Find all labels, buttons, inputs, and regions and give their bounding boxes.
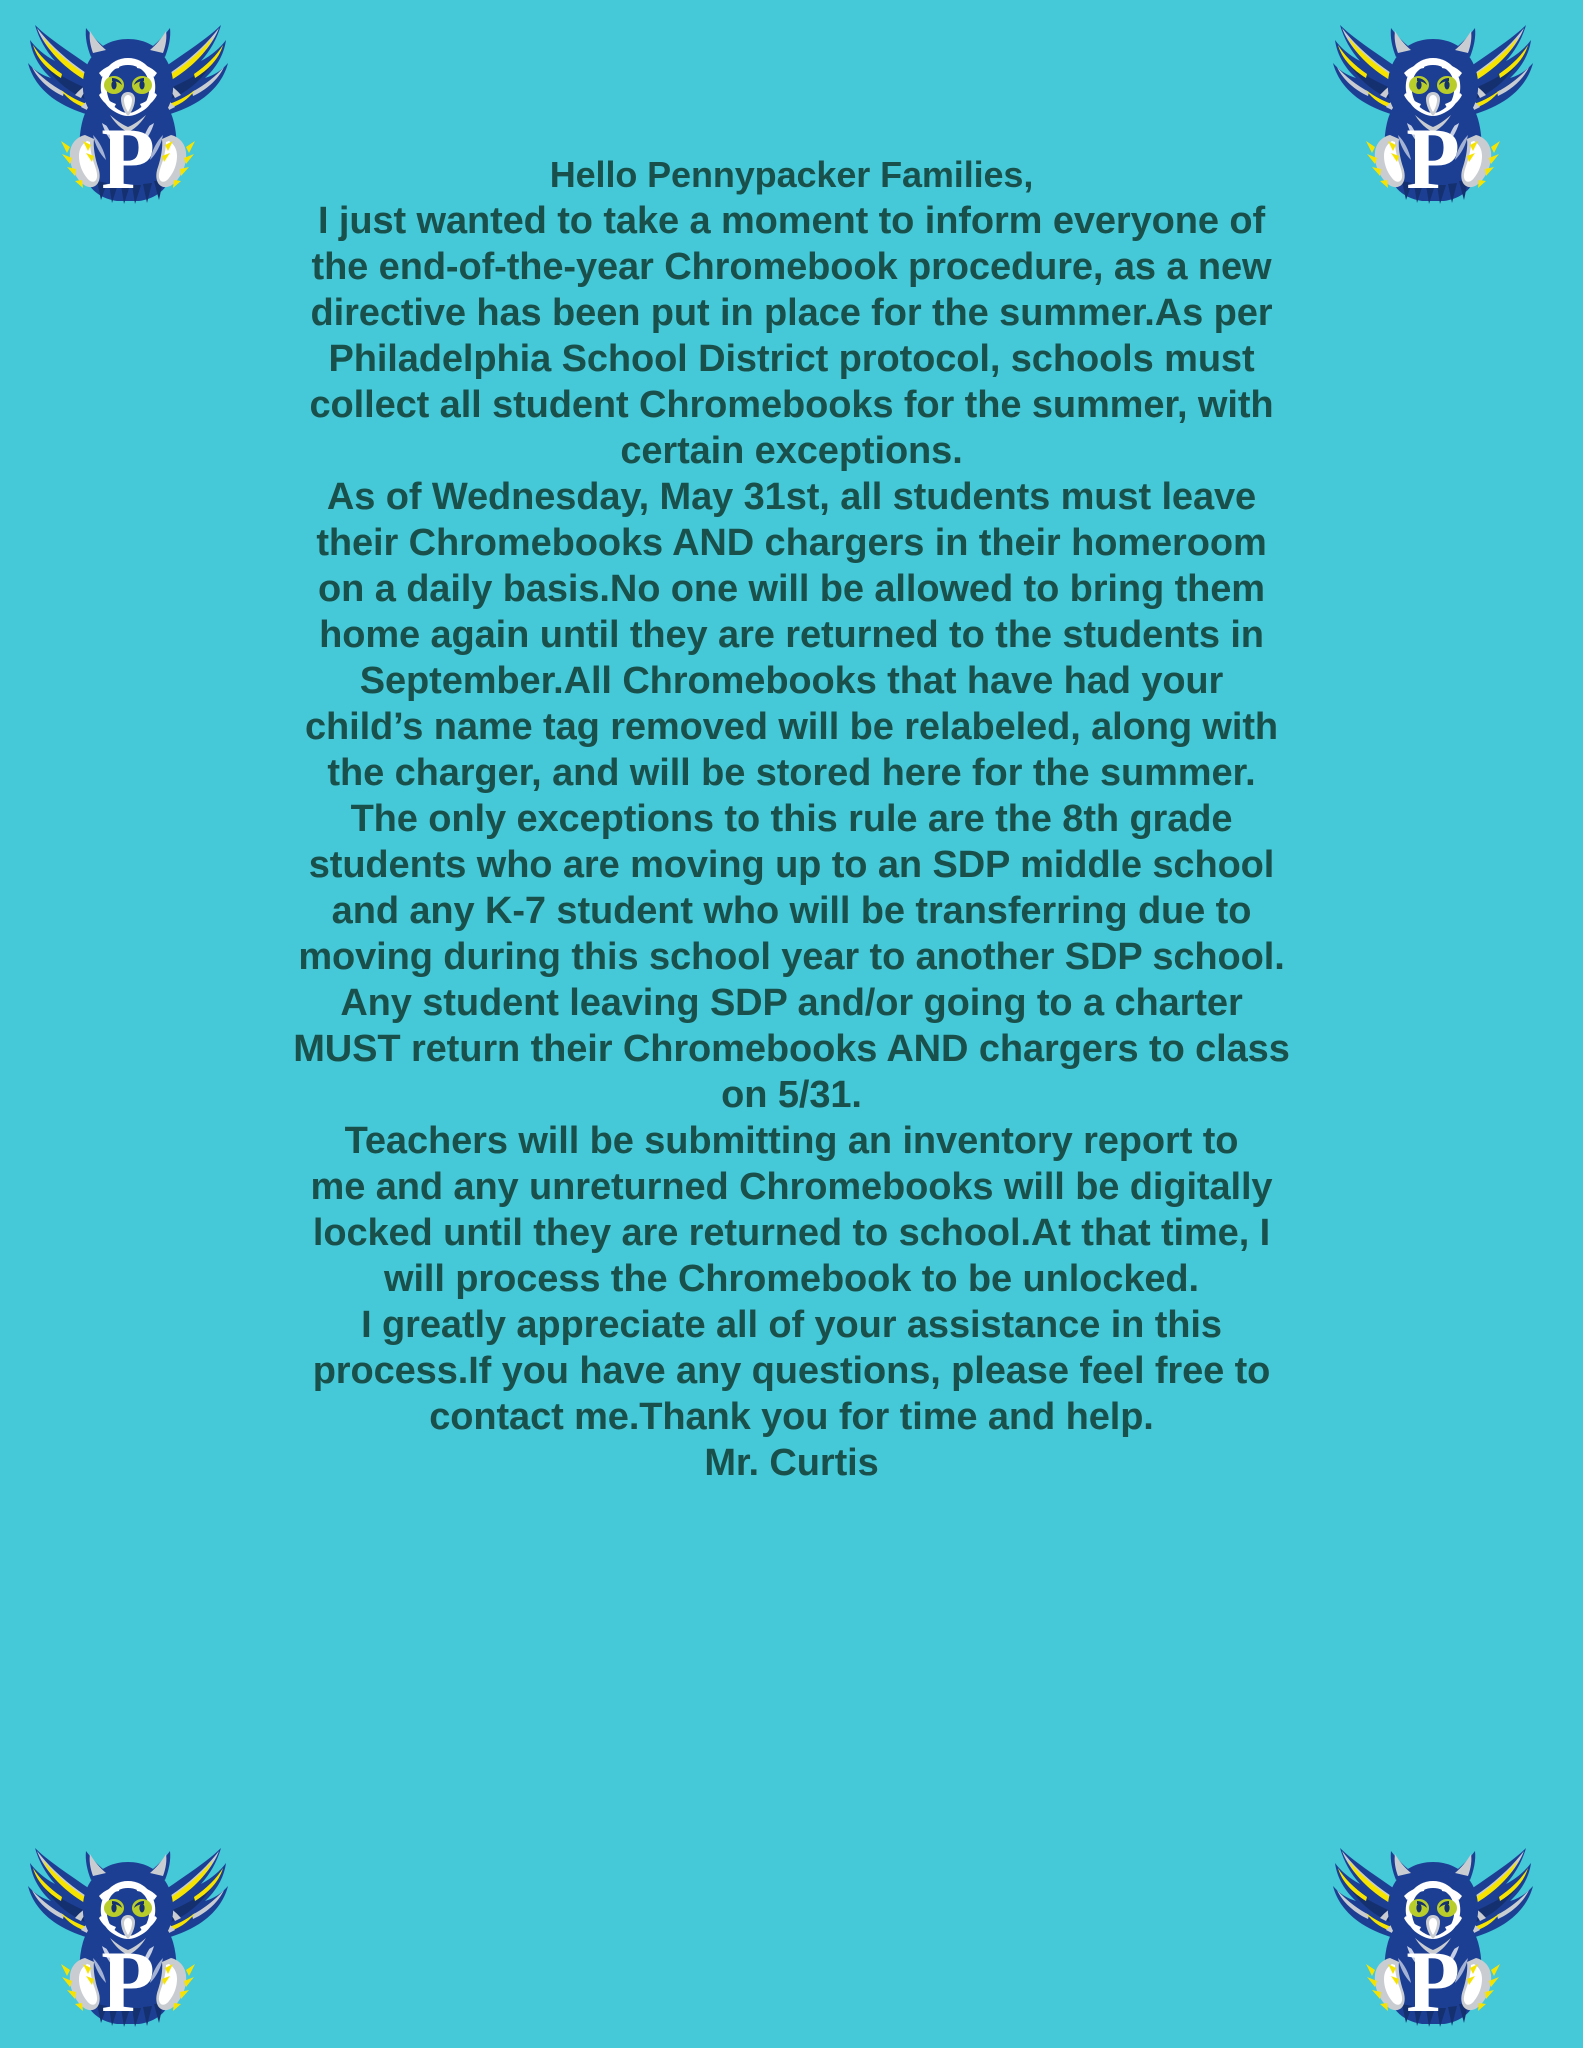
pennypacker-owl-logo-bottom-left [13, 1818, 243, 2048]
letter-line: Mr. Curtis [704, 1442, 879, 1484]
letter-line: I just wanted to take a moment to inform everyone of [317, 200, 1266, 242]
letter-line: on 5/31. [721, 1074, 862, 1116]
letter-line: and any K-7 student who will be transferring due to [331, 890, 1252, 932]
letter-line: As of Wednesday, May 31st, all students must leave [326, 476, 1257, 518]
letter-line: contact me.Thank you for time and help. [429, 1396, 1154, 1438]
letter-line: process.If you have any questions, please feel free to [312, 1350, 1271, 1392]
letter-line: Hello Pennypacker Families, [549, 154, 1034, 195]
letter-line: the end-of-the-year Chromebook procedure, as a new [311, 246, 1272, 288]
pennypacker-owl-logo-top-left [13, 0, 243, 225]
letter-line: child’s name tag removed will be relabeled, along with [305, 706, 1278, 748]
letter-line: me and any unreturned Chromebooks will be digitally [310, 1166, 1273, 1208]
letter-line: September.All Chromebooks that have had your [359, 660, 1224, 702]
letter-paragraph-2 [277, 474, 1307, 796]
letter-line: Teachers will be submitting an inventory report to [344, 1120, 1239, 1162]
owl-logo-letter: P [1406, 111, 1460, 208]
owl-logo-letter: P [101, 1934, 155, 2031]
letter-paragraph-5 [277, 1118, 1307, 1302]
letter-line: students who are moving up to an SDP middle school [308, 844, 1275, 886]
owl-logo-letter: P [101, 111, 155, 208]
letter-line: I greatly appreciate all of your assistance in this [361, 1304, 1222, 1346]
letter-line: certain exceptions. [620, 430, 963, 472]
pennypacker-owl-logo-bottom-right [1318, 1818, 1548, 2048]
letter-salutation [277, 152, 1307, 198]
letter-line: the charger, and will be stored here for the summer. [327, 752, 1256, 794]
letter-paragraph-4 [277, 980, 1307, 1118]
letter-line: locked until they are returned to school.At that time, I [312, 1212, 1271, 1254]
letter-line: will process the Chromebook to be unlocked. [384, 1258, 1199, 1300]
letter-paragraph-3 [277, 796, 1307, 980]
letter-paragraph-6 [277, 1302, 1307, 1440]
letter-line: moving during this school year to another SDP school. [298, 936, 1285, 978]
letter-line: home again until they are returned to the students in [319, 614, 1264, 656]
letter-line: Philadelphia School District protocol, schools must [328, 338, 1255, 380]
letter-line: on a daily basis.No one will be allowed to bring them [318, 568, 1265, 610]
letter-signature [277, 1440, 1307, 1486]
letter-line: The only exceptions to this rule are the 8th grade [350, 798, 1233, 840]
letter-body [277, 152, 1307, 1486]
letter-line: MUST return their Chromebooks AND chargers to class [293, 1028, 1290, 1070]
letter-paragraph-1 [277, 198, 1307, 474]
letter-line: collect all student Chromebooks for the summer, with [309, 384, 1274, 426]
pennypacker-owl-logo-top-right [1318, 0, 1548, 225]
owl-logo-letter: P [1406, 1934, 1460, 2031]
letter-line: directive has been put in place for the summer.As per [310, 292, 1273, 334]
letter-line: their Chromebooks AND chargers in their homeroom [316, 522, 1267, 564]
letter-line: Any student leaving SDP and/or going to a charter [340, 982, 1243, 1024]
